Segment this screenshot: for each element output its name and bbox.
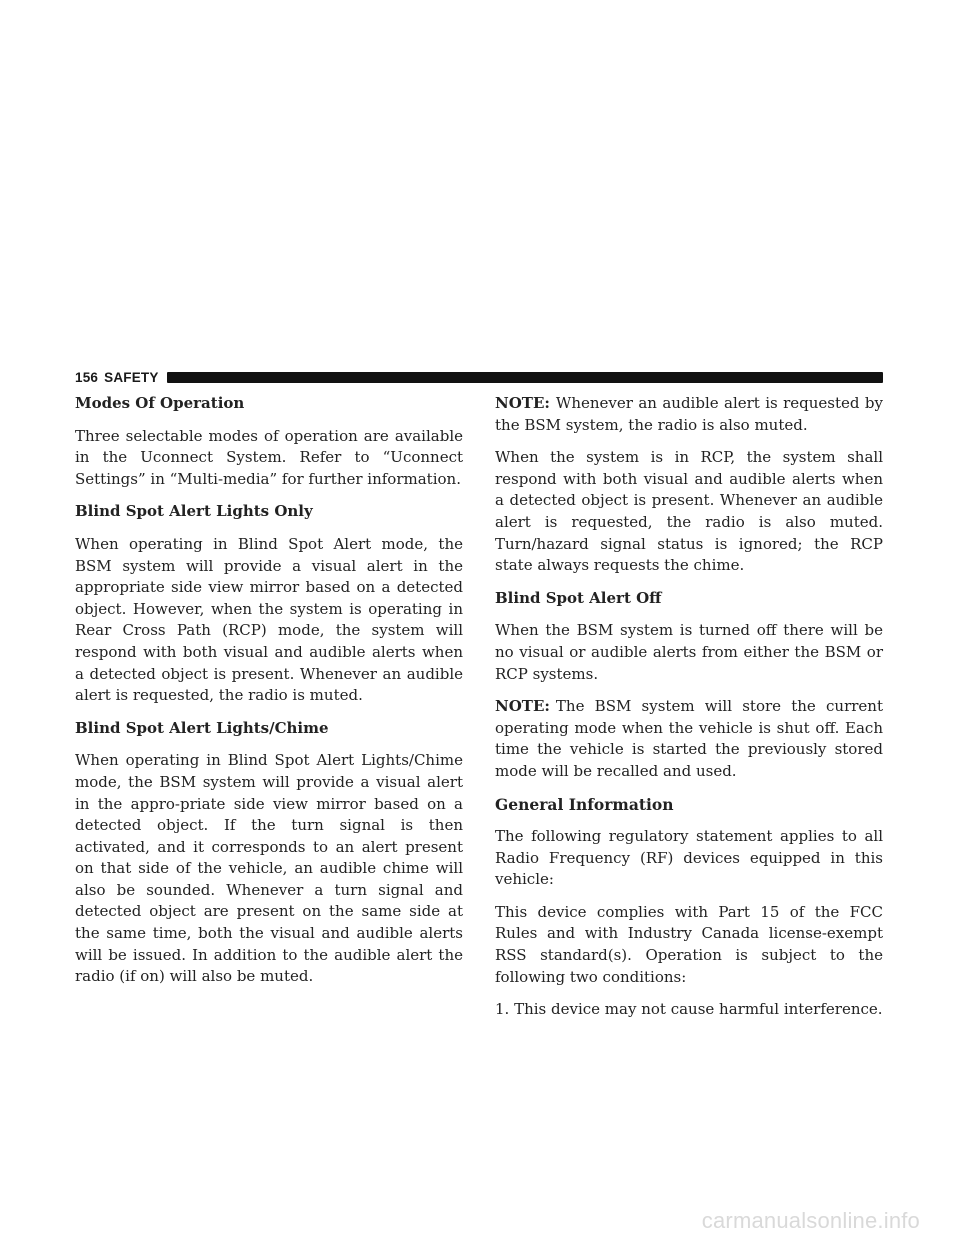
paragraph: This device complies with Part 15 of the FCC Rules and with Industry Canada license-exempt RSS standard(s). Operation is subject to the following two conditions:: [495, 902, 883, 986]
right-column: [495, 393, 883, 1032]
paragraph: When the system is in RCP, the system shall respond with both visual and audible alerts when a detected object is present. Whenever an audible alert is requested, the radio is also muted. Turn/hazard signal status is ignored; the RCP state always requests the chime.: [495, 448, 883, 575]
header-rule: [167, 372, 883, 383]
note-text: Whenever an audible alert is requested by the BSM system, the radio is also muted.: [495, 394, 883, 434]
section-title: SAFETY: [104, 369, 159, 385]
left-column: [75, 393, 463, 999]
heading-lights-only: Blind Spot Alert Lights Only: [75, 502, 313, 521]
note-text: The BSM system will store the current operating mode when the vehicle is shut off. Each time the vehicle is started the previously stored mode will be recalled and used.: [495, 697, 883, 780]
paragraph: When the BSM system is turned off there will be no visual or audible alerts from either the BSM or RCP systems.: [495, 621, 883, 683]
page-number: 156: [75, 369, 99, 385]
paragraph: When operating in Blind Spot Alert mode, the BSM system will provide a visual alert in the appropriate side view mirror based on a detected object. However, when the system is operating in Rear Cross Path (RCP) mode, the system will respond with both visual and audible alerts when a detected object is present. Whenever an audible alert is requested, the radio is muted.: [75, 534, 463, 705]
header-label: [75, 370, 167, 385]
heading-lights-chime: Blind Spot Alert Lights/Chime: [75, 718, 329, 737]
page-header: [75, 368, 883, 386]
heading-modes-of-operation: Modes Of Operation: [75, 394, 245, 412]
watermark: carmanualsonline.info: [701, 1208, 920, 1233]
note: [495, 696, 883, 782]
paragraph: Three selectable modes of operation are available in the Uconnect System. Refer to “Uconnect Settings” in “Multi-media” for further information.: [75, 426, 463, 488]
heading-general-information: General Information: [495, 794, 674, 814]
note-label: NOTE:: [495, 697, 550, 716]
note-label: NOTE:: [495, 394, 550, 412]
heading-alert-off: Blind Spot Alert Off: [495, 588, 662, 607]
paragraph: When operating in Blind Spot Alert Lights/Chime mode, the BSM system will provide a visual alert in the appro-priate side view mirror based on a detected object. If the turn signal is then activated, and it corresponds to an alert present on that side of the vehicle, an audible chime will also be sounded. Whenever a turn signal and detected object are present on the same side at the same time, both the visual and audible alerts will be issued. In addition to the audible alert the radio (if on) will also be muted.: [75, 751, 463, 986]
paragraph: The following regulatory statement applies to all Radio Frequency (RF) devices equipped in this vehicle:: [495, 827, 883, 889]
list-item: 1. This device may not cause harmful interference.: [495, 1000, 883, 1019]
note: [495, 393, 883, 436]
